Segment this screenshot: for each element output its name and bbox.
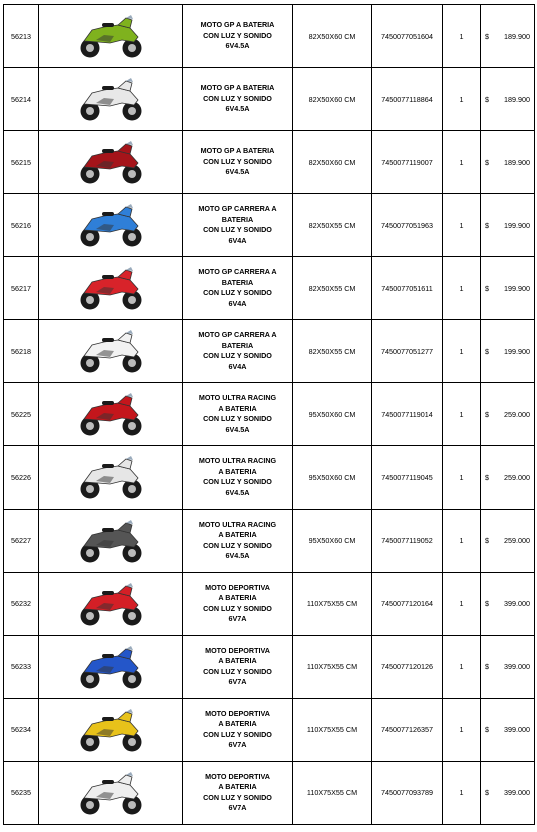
ride-on-motorcycle-icon	[39, 642, 182, 692]
product-quantity: 1	[443, 257, 481, 320]
product-price: 399.000	[504, 662, 530, 672]
product-price-cell	[481, 194, 535, 257]
product-image-cell	[39, 572, 183, 635]
product-quantity: 1	[443, 446, 481, 509]
product-price-cell	[481, 572, 535, 635]
product-price: 189.900	[504, 94, 530, 104]
table-row	[4, 509, 535, 572]
ride-on-motorcycle-icon	[39, 516, 182, 566]
product-dimensions: 95X50X60 CM	[293, 509, 372, 572]
product-price: 399.000	[504, 788, 530, 798]
product-code: 56225	[4, 383, 39, 446]
table-row	[4, 446, 535, 509]
product-image-cell	[39, 194, 183, 257]
product-quantity: 1	[443, 383, 481, 446]
product-price-cell	[481, 761, 535, 824]
currency-symbol: $	[485, 409, 489, 419]
product-description: MOTO GP CARRERA A BATERIA CON LUZ Y SONIDO 6V4A	[183, 320, 293, 383]
product-dimensions: 95X50X60 CM	[293, 446, 372, 509]
product-code: 56216	[4, 194, 39, 257]
product-dimensions: 82X50X60 CM	[293, 131, 372, 194]
product-dimensions: 110X75X55 CM	[293, 761, 372, 824]
product-barcode: 7450077119007	[372, 131, 443, 194]
currency-symbol: $	[485, 94, 489, 104]
product-price-cell	[481, 383, 535, 446]
product-dimensions: 110X75X55 CM	[293, 635, 372, 698]
product-quantity: 1	[443, 5, 481, 68]
product-barcode: 7450077051604	[372, 5, 443, 68]
product-price: 199.900	[504, 346, 530, 356]
product-image-cell	[39, 320, 183, 383]
currency-symbol: $	[485, 283, 489, 293]
currency-symbol: $	[485, 31, 489, 41]
product-price: 259.000	[504, 536, 530, 546]
product-price-cell	[481, 320, 535, 383]
product-quantity: 1	[443, 131, 481, 194]
product-description: MOTO DEPORTIVA A BATERIA CON LUZ Y SONIDO 6V7A	[183, 761, 293, 824]
product-price: 399.000	[504, 725, 530, 735]
product-image-cell	[39, 5, 183, 68]
ride-on-motorcycle-icon	[39, 137, 182, 187]
table-row	[4, 635, 535, 698]
table-row	[4, 761, 535, 824]
table-row	[4, 131, 535, 194]
table-row	[4, 194, 535, 257]
product-code: 56235	[4, 761, 39, 824]
product-quantity: 1	[443, 698, 481, 761]
product-price: 259.000	[504, 472, 530, 482]
currency-symbol: $	[485, 725, 489, 735]
product-quantity: 1	[443, 761, 481, 824]
product-code: 56226	[4, 446, 39, 509]
product-description: MOTO GP CARRERA A BATERIA CON LUZ Y SONIDO 6V4A	[183, 257, 293, 320]
product-description: MOTO DEPORTIVA A BATERIA CON LUZ Y SONIDO 6V7A	[183, 698, 293, 761]
ride-on-motorcycle-icon	[39, 705, 182, 755]
product-price-cell	[481, 131, 535, 194]
product-price: 189.900	[504, 157, 530, 167]
product-barcode: 7450077093789	[372, 761, 443, 824]
product-barcode: 7450077051277	[372, 320, 443, 383]
ride-on-motorcycle-icon	[39, 389, 182, 439]
table-row	[4, 5, 535, 68]
product-code: 56234	[4, 698, 39, 761]
product-quantity: 1	[443, 635, 481, 698]
product-price-cell	[481, 5, 535, 68]
product-code: 56218	[4, 320, 39, 383]
ride-on-motorcycle-icon	[39, 579, 182, 629]
product-price-cell	[481, 257, 535, 320]
currency-symbol: $	[485, 472, 489, 482]
product-dimensions: 82X50X55 CM	[293, 257, 372, 320]
product-barcode: 7450077119052	[372, 509, 443, 572]
product-price-cell	[481, 68, 535, 131]
currency-symbol: $	[485, 157, 489, 167]
product-description: MOTO ULTRA RACING A BATERIA CON LUZ Y SONIDO 6V4.5A	[183, 446, 293, 509]
table-row	[4, 68, 535, 131]
product-barcode: 7450077051963	[372, 194, 443, 257]
product-image-cell	[39, 383, 183, 446]
product-quantity: 1	[443, 194, 481, 257]
product-barcode: 7450077126357	[372, 698, 443, 761]
product-dimensions: 110X75X55 CM	[293, 572, 372, 635]
table-row	[4, 572, 535, 635]
product-barcode: 7450077119045	[372, 446, 443, 509]
ride-on-motorcycle-icon	[39, 326, 182, 376]
product-description: MOTO GP A BATERIA CON LUZ Y SONIDO 6V4.5A	[183, 131, 293, 194]
product-image-cell	[39, 131, 183, 194]
product-price: 199.900	[504, 283, 530, 293]
currency-symbol: $	[485, 346, 489, 356]
product-barcode: 7450077120126	[372, 635, 443, 698]
product-quantity: 1	[443, 68, 481, 131]
currency-symbol: $	[485, 599, 489, 609]
product-price-cell	[481, 635, 535, 698]
product-dimensions: 82X50X60 CM	[293, 5, 372, 68]
product-price: 259.000	[504, 409, 530, 419]
product-price-cell	[481, 446, 535, 509]
product-dimensions: 95X50X60 CM	[293, 383, 372, 446]
product-description: MOTO GP CARRERA A BATERIA CON LUZ Y SONIDO 6V4A	[183, 194, 293, 257]
table-row	[4, 257, 535, 320]
product-image-cell	[39, 68, 183, 131]
product-code: 56227	[4, 509, 39, 572]
product-price: 399.000	[504, 599, 530, 609]
currency-symbol: $	[485, 536, 489, 546]
product-image-cell	[39, 761, 183, 824]
product-price: 199.900	[504, 220, 530, 230]
table-row	[4, 320, 535, 383]
product-barcode: 7450077118864	[372, 68, 443, 131]
product-image-cell	[39, 509, 183, 572]
product-dimensions: 82X50X55 CM	[293, 194, 372, 257]
product-price-cell	[481, 698, 535, 761]
product-description: MOTO ULTRA RACING A BATERIA CON LUZ Y SONIDO 6V4.5A	[183, 383, 293, 446]
ride-on-motorcycle-icon	[39, 74, 182, 124]
product-quantity: 1	[443, 320, 481, 383]
product-barcode: 7450077120164	[372, 572, 443, 635]
product-price: 189.900	[504, 31, 530, 41]
product-barcode: 7450077119014	[372, 383, 443, 446]
product-image-cell	[39, 698, 183, 761]
table-row	[4, 698, 535, 761]
product-rows	[4, 5, 535, 825]
product-image-cell	[39, 446, 183, 509]
product-code: 56213	[4, 5, 39, 68]
ride-on-motorcycle-icon	[39, 200, 182, 250]
product-code: 56215	[4, 131, 39, 194]
product-quantity: 1	[443, 572, 481, 635]
currency-symbol: $	[485, 220, 489, 230]
product-code: 56233	[4, 635, 39, 698]
product-image-cell	[39, 257, 183, 320]
product-price-cell	[481, 509, 535, 572]
product-description: MOTO ULTRA RACING A BATERIA CON LUZ Y SONIDO 6V4.5A	[183, 509, 293, 572]
product-dimensions: 82X50X55 CM	[293, 320, 372, 383]
product-description: MOTO DEPORTIVA A BATERIA CON LUZ Y SONIDO 6V7A	[183, 572, 293, 635]
product-description: MOTO GP A BATERIA CON LUZ Y SONIDO 6V4.5A	[183, 5, 293, 68]
currency-symbol: $	[485, 788, 489, 798]
table-row	[4, 383, 535, 446]
product-description: MOTO GP A BATERIA CON LUZ Y SONIDO 6V4.5A	[183, 68, 293, 131]
currency-symbol: $	[485, 662, 489, 672]
product-catalog-table	[3, 4, 535, 825]
product-quantity: 1	[443, 509, 481, 572]
ride-on-motorcycle-icon	[39, 768, 182, 818]
product-barcode: 7450077051611	[372, 257, 443, 320]
product-dimensions: 82X50X60 CM	[293, 68, 372, 131]
product-description: MOTO DEPORTIVA A BATERIA CON LUZ Y SONIDO 6V7A	[183, 635, 293, 698]
product-code: 56232	[4, 572, 39, 635]
ride-on-motorcycle-icon	[39, 11, 182, 61]
product-image-cell	[39, 635, 183, 698]
product-code: 56217	[4, 257, 39, 320]
ride-on-motorcycle-icon	[39, 452, 182, 502]
ride-on-motorcycle-icon	[39, 263, 182, 313]
product-code: 56214	[4, 68, 39, 131]
product-dimensions: 110X75X55 CM	[293, 698, 372, 761]
